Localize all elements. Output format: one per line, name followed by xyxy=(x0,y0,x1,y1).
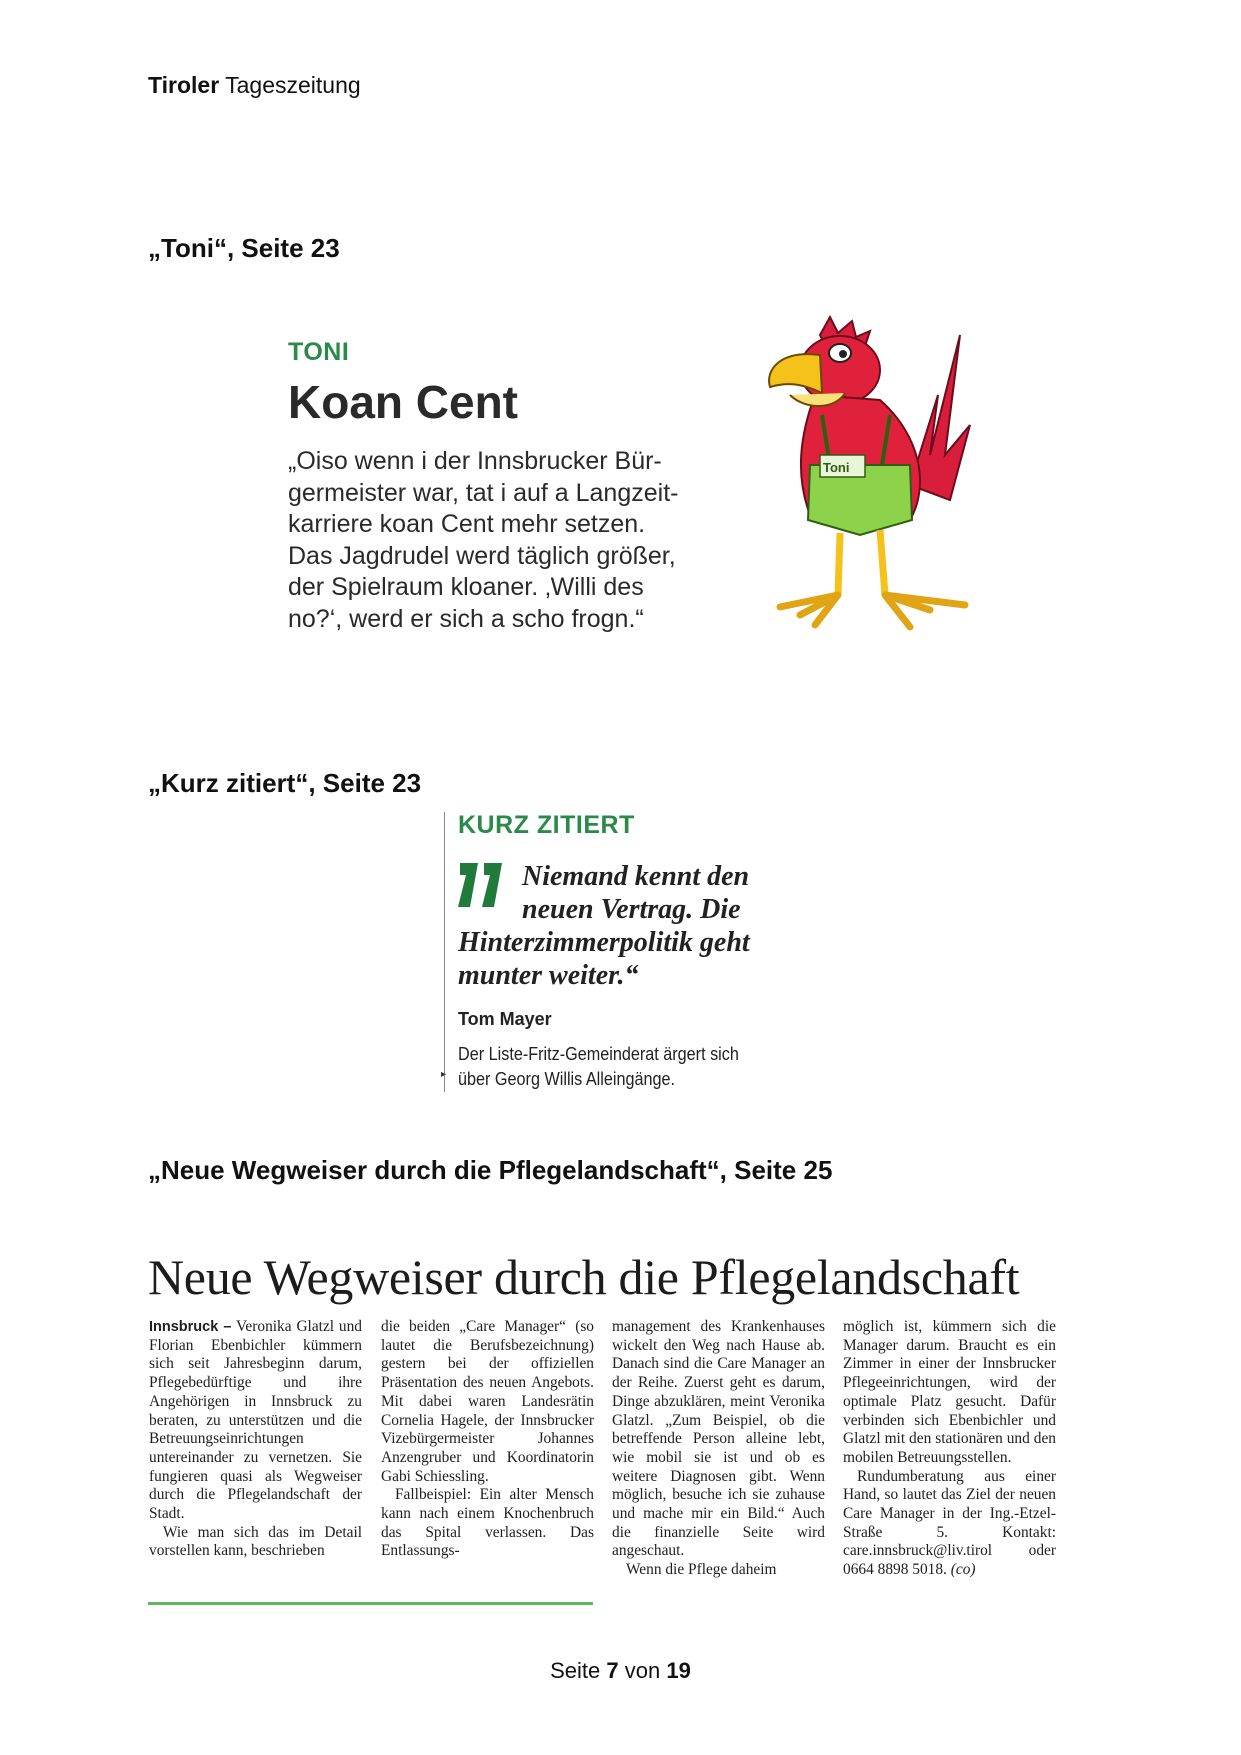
kurz-zitiert-label: KURZ ZITIERT xyxy=(458,811,635,839)
section-heading-toni: „Toni“, Seite 23 xyxy=(148,233,340,263)
article-column-3 xyxy=(612,1318,825,1580)
article-column-1 xyxy=(149,1318,362,1561)
newspaper-name-rest: Tageszeitung xyxy=(225,72,361,98)
article-col2-part2: Fallbeispiel: Ein alter Mensch kann nach einem Knochenbruch das Spital verlassen. Das Entlassungs- xyxy=(381,1486,594,1560)
toni-title: Koan Cent xyxy=(288,376,518,428)
article-col4-part1: möglich ist, kümmern sich die Manager darum. Braucht es ein Zimmer in einer der Innsbrucker Pflegeeinrichtungen, wird der optimale Platz gesucht. Dafür verbinden sich Ebenbichler und Glatzl mit den stationären und den mobilen Betreuungsstellen. xyxy=(843,1318,1056,1466)
rooster-shirt-text: Toni xyxy=(823,460,850,475)
quote-line-1: Niemand kennt den xyxy=(522,861,750,892)
footer-middle: von xyxy=(624,1658,661,1683)
newspaper-name-bold: Tiroler xyxy=(148,72,220,98)
quote-caption: Der Liste-Fritz-Gemeinderat ärgert sich über Georg Willis Alleingänge. xyxy=(458,1044,739,1089)
footer-total-pages: 19 xyxy=(666,1658,691,1683)
toni-label: TONI xyxy=(288,338,350,366)
article-col3-part2: Wenn die Pflege daheim xyxy=(626,1561,777,1579)
footer-current-page: 7 xyxy=(606,1658,619,1683)
section-heading-pflege: „Neue Wegweiser durch die Pflegelandschaft“, Seite 25 xyxy=(148,1155,833,1185)
article-col3-part1: management des Krankenhauses wickelt den Weg nach Hause ab. Danach sind die Care Manager an der Reihe. Zuerst geht es darum, Dinge abzuklären, meint Veronika Glatzl. „Zum Beispiel, ob die betreffende Person alleine lebt, wie mobil sie ist und ob es weitere Diagnosen gibt. Wenn möglich, besuche ich sie zuhause und mache mir ein Bild.“ Auch die finanzielle Seite wird angeschaut. xyxy=(612,1318,825,1560)
rooster-foot-left xyxy=(780,595,838,625)
quote-line-2: neuen Vertrag. Die xyxy=(522,894,741,925)
article-column-4 xyxy=(843,1318,1056,1580)
newspaper-name xyxy=(148,72,361,99)
quote-author: Tom Mayer xyxy=(458,1009,552,1029)
article-headline: Neue Wegweiser durch die Pflegelandschaft xyxy=(148,1249,1020,1305)
article-col2-part1: die beiden „Care Manager“ (so lautet die Berufsbezeichnung) gestern bei der offiziellen Präsentation des neuen Angebots. Mit dabei waren Landesrätin Cornelia Hagele, der Innsbrucker Vizebürgermeister Johannes Anzengruber und Koordinatorin Gabi Schiessling. xyxy=(381,1318,594,1485)
article-col1-part2: Wie man sich das im Detail vorstellen kann, beschrieben xyxy=(149,1523,362,1560)
page-footer xyxy=(0,1658,1241,1684)
caption-pointer-icon: ▸ xyxy=(441,1069,447,1080)
article-signature: (co) xyxy=(950,1561,976,1579)
article-dateline: Innsbruck – xyxy=(149,1319,232,1335)
footer-prefix: Seite xyxy=(550,1658,601,1683)
toni-body-text: „Oiso wenn i der Innsbrucker Bür- germeister war, tat i auf a Langzeit- karriere koan Cent mehr setzen. Das Jagdrudel werd täglich größer, der Spielraum kloaner. ‚Willi des no?‘, werd er sich a scho frogn.“ xyxy=(288,447,679,633)
kurz-zitiert-quote xyxy=(458,860,798,992)
section-heading-kurz-zitiert: „Kurz zitiert“, Seite 23 xyxy=(148,768,422,798)
rooster-beak xyxy=(769,354,822,393)
article-divider xyxy=(148,1602,593,1605)
article-col4-part2: Rundumberatung aus einer Hand, so lautet das Ziel der neuen Care Manager in der Ing.-Etzel-Straße 5. Kontakt: care.innsbruck@liv.tirol oder 0664 8898 5018. xyxy=(843,1467,1056,1579)
rooster-mascot-illustration xyxy=(760,315,975,645)
article-col1-part1: Veronika Glatzl und Florian Ebenbichler kümmern sich seit Jahresbeginn darum, Pflegebedürftige und ihre Angehörigen in Innsbruck zu beraten, zu unterstützen und die Betreuungseinrichtungen untereinander zu vernetzen. Sie fungieren quasi als Wegweiser durch die Pflegelandschaft der Stadt. xyxy=(149,1318,363,1523)
article-column-2 xyxy=(381,1318,594,1561)
quote-line-4: munter weiter.“ xyxy=(458,960,639,991)
quote-line-3: Hinterzimmerpolitik geht xyxy=(458,927,750,958)
rooster-foot-right xyxy=(885,595,965,627)
